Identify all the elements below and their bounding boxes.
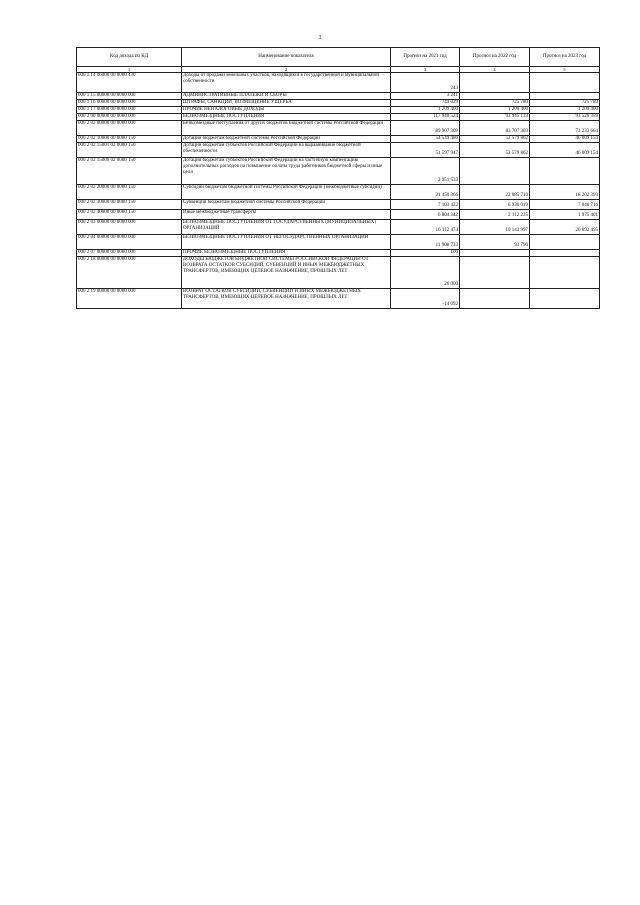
forecast-2021-cell: 3 241	[391, 93, 460, 100]
revenue-code-cell: 000 1 14 06000 00 0000 430	[77, 73, 182, 93]
forecast-2023-cell: 93 526 359	[530, 114, 600, 121]
forecast-2021-cell: 54 549 480	[391, 136, 460, 143]
forecast-2022-cell	[460, 289, 530, 309]
revenue-code-cell: 000 2 19 00000 00 0000 000	[77, 289, 182, 309]
forecast-2022-cell: 52 579 862	[460, 143, 530, 158]
revenue-code-cell: 000 2 03 00000 00 0000 000	[77, 220, 182, 235]
forecast-2022-cell: 52 579 862	[460, 136, 530, 143]
table-row	[77, 114, 600, 121]
forecast-2021-cell: 6 804 342	[391, 210, 460, 220]
forecast-2021-cell: 744 029	[391, 100, 460, 107]
forecast-2023-cell	[530, 235, 600, 250]
table-row	[77, 210, 600, 220]
forecast-2021-cell: -14 092	[391, 289, 460, 309]
table-row	[77, 143, 600, 158]
indicator-name-cell: БЕЗВОЗМЕЗДНЫЕ ПОСТУПЛЕНИЯ ОТ НЕГОСУДАРСТВЕННЫХ ОРГАНИЗАЦИЙ	[182, 235, 391, 250]
indicator-name-cell: БЕЗВОЗМЕЗДНЫЕ ПОСТУПЛЕНИЯ	[182, 114, 391, 121]
forecast-2022-cell: 93 790	[460, 235, 530, 250]
indicator-name-cell: ПРОЧИЕ БЕЗВОЗМЕЗДНЫЕ ПОСТУПЛЕНИЯ	[182, 250, 391, 257]
header-code: Код дохода по КД	[77, 48, 182, 67]
forecast-2021-cell: 21 450 366	[391, 185, 460, 200]
forecast-2021-cell: 16 112 474	[391, 220, 460, 235]
forecast-2021-cell: 26 000	[391, 257, 460, 289]
forecast-2022-cell: 6 930 019	[460, 200, 530, 210]
indicator-name-cell: ШТРАФЫ, САНКЦИИ, ВОЗМЕЩЕНИЕ УЩЕРБА	[182, 100, 391, 107]
indicator-name-cell: Субсидии бюджетам бюджетной системы Российской Федерации (межбюджетные субсидии)	[182, 185, 391, 200]
forecast-2022-cell	[460, 250, 530, 257]
forecast-2021-cell: 7 103 422	[391, 200, 460, 210]
indicator-name-cell: Дотации бюджетам бюджетной системы Российской Федерации	[182, 136, 391, 143]
indicator-name-cell: БЕЗВОЗМЕЗДНЫЕ ПОСТУПЛЕНИЯ ОТ ГОСУДАРСТВЕННЫХ (МУНИЦИПАЛЬНЫХ) ОРГАНИЗАЦИЙ	[182, 220, 391, 235]
revenue-code-cell: 000 2 02 10000 00 0000 150	[77, 136, 182, 143]
forecast-2022-cell: 1 209 400	[460, 107, 530, 114]
forecast-2021-cell: 117 940 524	[391, 114, 460, 121]
page-number: 3	[318, 35, 322, 41]
forecast-2022-cell: 2 112 235	[460, 210, 530, 220]
table-body	[77, 73, 600, 309]
table-row	[77, 200, 600, 210]
forecast-2021-cell: 11 908 733	[391, 235, 460, 250]
revenue-code-cell: 000 2 04 00000 00 0000 000	[77, 235, 182, 250]
forecast-2023-cell: 18 202 393	[530, 185, 600, 200]
forecast-2022-cell	[460, 93, 530, 100]
column-number: 1	[77, 67, 182, 73]
forecast-2023-cell: 73 233 664	[530, 121, 600, 136]
forecast-2023-cell: 46 009 154	[530, 143, 600, 158]
forecast-2022-cell: 22 085 710	[460, 185, 530, 200]
indicator-name-cell: Дотации бюджетам субъектов Российской Федерации на частичную компенсацию дополнительных расходов на повышение оплаты труда работников бюджетной сферы и иные цели	[182, 158, 391, 185]
revenue-code-cell: 000 2 00 00000 00 0000 000	[77, 114, 182, 121]
column-number: 2	[182, 67, 391, 73]
forecast-2023-cell: 7 046 716	[530, 200, 600, 210]
revenue-code-cell: 000 2 02 00000 00 0000 000	[77, 121, 182, 136]
table-row	[77, 107, 600, 114]
revenue-forecast-table	[76, 47, 600, 309]
forecast-2021-cell: 1 209 400	[391, 107, 460, 114]
indicator-name-cell: Субвенции бюджетам бюджетной системы Российской Федерации	[182, 200, 391, 210]
indicator-name-cell: Доходы от продажи земельных участков, находящихся в государственной и муниципальной собственности	[182, 73, 391, 93]
forecast-2023-cell	[530, 250, 600, 257]
indicator-name-cell: Дотации бюджетам субъектов Российской Федерации на выравнивание бюджетной обеспеченности	[182, 143, 391, 158]
forecast-2023-cell: 725 780	[530, 100, 600, 107]
header-name: Наименование показателя	[182, 48, 391, 67]
table-row	[77, 100, 600, 107]
revenue-code-cell: 000 2 02 40000 00 0000 150	[77, 210, 182, 220]
forecast-2023-cell: 1 209 400	[530, 107, 600, 114]
indicator-name-cell: Иные межбюджетные трансферты	[182, 210, 391, 220]
revenue-code-cell: 000 1 16 00000 00 0000 000	[77, 100, 182, 107]
indicator-name-cell: АДМИНИСТРАТИВНЫЕ ПЛАТЕЖИ И СБОРЫ	[182, 93, 391, 100]
forecast-2023-cell	[530, 93, 600, 100]
revenue-code-cell: 000 2 07 00000 00 0000 000	[77, 250, 182, 257]
column-number: 4	[460, 67, 530, 73]
forecast-2023-cell: 1 975 401	[530, 210, 600, 220]
table-row	[77, 235, 600, 250]
revenue-code-cell: 000 2 02 20000 00 0000 150	[77, 185, 182, 200]
revenue-code-cell: 000 1 15 00000 00 0000 000	[77, 93, 182, 100]
table-header-row	[77, 48, 600, 67]
indicator-name-cell: ПРОЧИЕ НЕНАЛОГОВЫЕ ДОХОДЫ	[182, 107, 391, 114]
revenue-code-cell: 000 2 02 30000 00 0000 150	[77, 200, 182, 210]
forecast-2022-cell	[460, 257, 530, 289]
header-2021: Прогноз на 2021 год	[391, 48, 460, 67]
table-row	[77, 220, 600, 235]
indicator-name-cell: ВОЗВРАТ ОСТАТКОВ СУБСИДИЙ, СУБВЕНЦИЙ И ИНЫХ МЕЖБЮДЖЕТНЫХ ТРАНСФЕРТОВ, ИМЕЮЩИХ ЦЕЛЕВОЕ НАЗНАЧЕНИЕ, ПРОШЛЫХ ЛЕТ	[182, 289, 391, 309]
table-row	[77, 158, 600, 185]
forecast-2023-cell	[530, 73, 600, 93]
forecast-2022-cell	[460, 158, 530, 185]
forecast-2023-cell: 20 092 495	[530, 220, 600, 235]
revenue-code-cell: 000 2 02 15009 02 0000 150	[77, 158, 182, 185]
forecast-2021-cell: 89 907 309	[391, 121, 460, 136]
column-number: 3	[391, 67, 460, 73]
forecast-2023-cell: 46 009 154	[530, 136, 600, 143]
indicator-name-cell: ДОХОДЫ БЮДЖЕТОВ БЮДЖЕТНОЙ СИСТЕМЫ РОССИЙСКОЙ ФЕДЕРАЦИИ ОТ ВОЗВРАТА ОСТАТКОВ СУБСИДИЙ, СУБВЕНЦИЙ И ИНЫХ МЕЖБЮДЖЕТНЫХ ТРАНСФЕРТОВ, ИМЕЮЩИХ ЦЕЛЕВОЕ НАЗНАЧЕНИЕ, ПРОШЛЫХ ЛЕТ	[182, 257, 391, 289]
forecast-2023-cell	[530, 289, 600, 309]
forecast-2022-cell: 725 780	[460, 100, 530, 107]
indicator-name-cell: Безвозмездные поступления от других бюджетов бюджетной системы Российской Федерации	[182, 121, 391, 136]
forecast-2022-cell: 93 945 133	[460, 114, 530, 121]
header-2023: Прогноз на 2023 год	[530, 48, 600, 67]
table-row	[77, 185, 600, 200]
table-row	[77, 289, 600, 309]
table-row	[77, 73, 600, 93]
forecast-2021-cell: 243	[391, 73, 460, 93]
table-row	[77, 121, 600, 136]
forecast-2023-cell	[530, 257, 600, 289]
table-row	[77, 93, 600, 100]
forecast-2022-cell: 10 143 997	[460, 220, 530, 235]
forecast-2021-cell: 100	[391, 250, 460, 257]
forecast-2021-cell: 2 951 533	[391, 158, 460, 185]
column-number: 5	[530, 67, 600, 73]
revenue-code-cell: 000 1 17 00000 00 0000 000	[77, 107, 182, 114]
forecast-2022-cell	[460, 73, 530, 93]
revenue-code-cell: 000 2 02 15001 02 0000 150	[77, 143, 182, 158]
table-row	[77, 257, 600, 289]
forecast-2021-cell: 51 597 947	[391, 143, 460, 158]
table-row	[77, 136, 600, 143]
forecast-2023-cell	[530, 158, 600, 185]
table-row	[77, 250, 600, 257]
header-2022: Прогноз на 2022 год	[460, 48, 530, 67]
forecast-2022-cell: 83 707 303	[460, 121, 530, 136]
revenue-code-cell: 000 2 18 00000 00 0000 000	[77, 257, 182, 289]
